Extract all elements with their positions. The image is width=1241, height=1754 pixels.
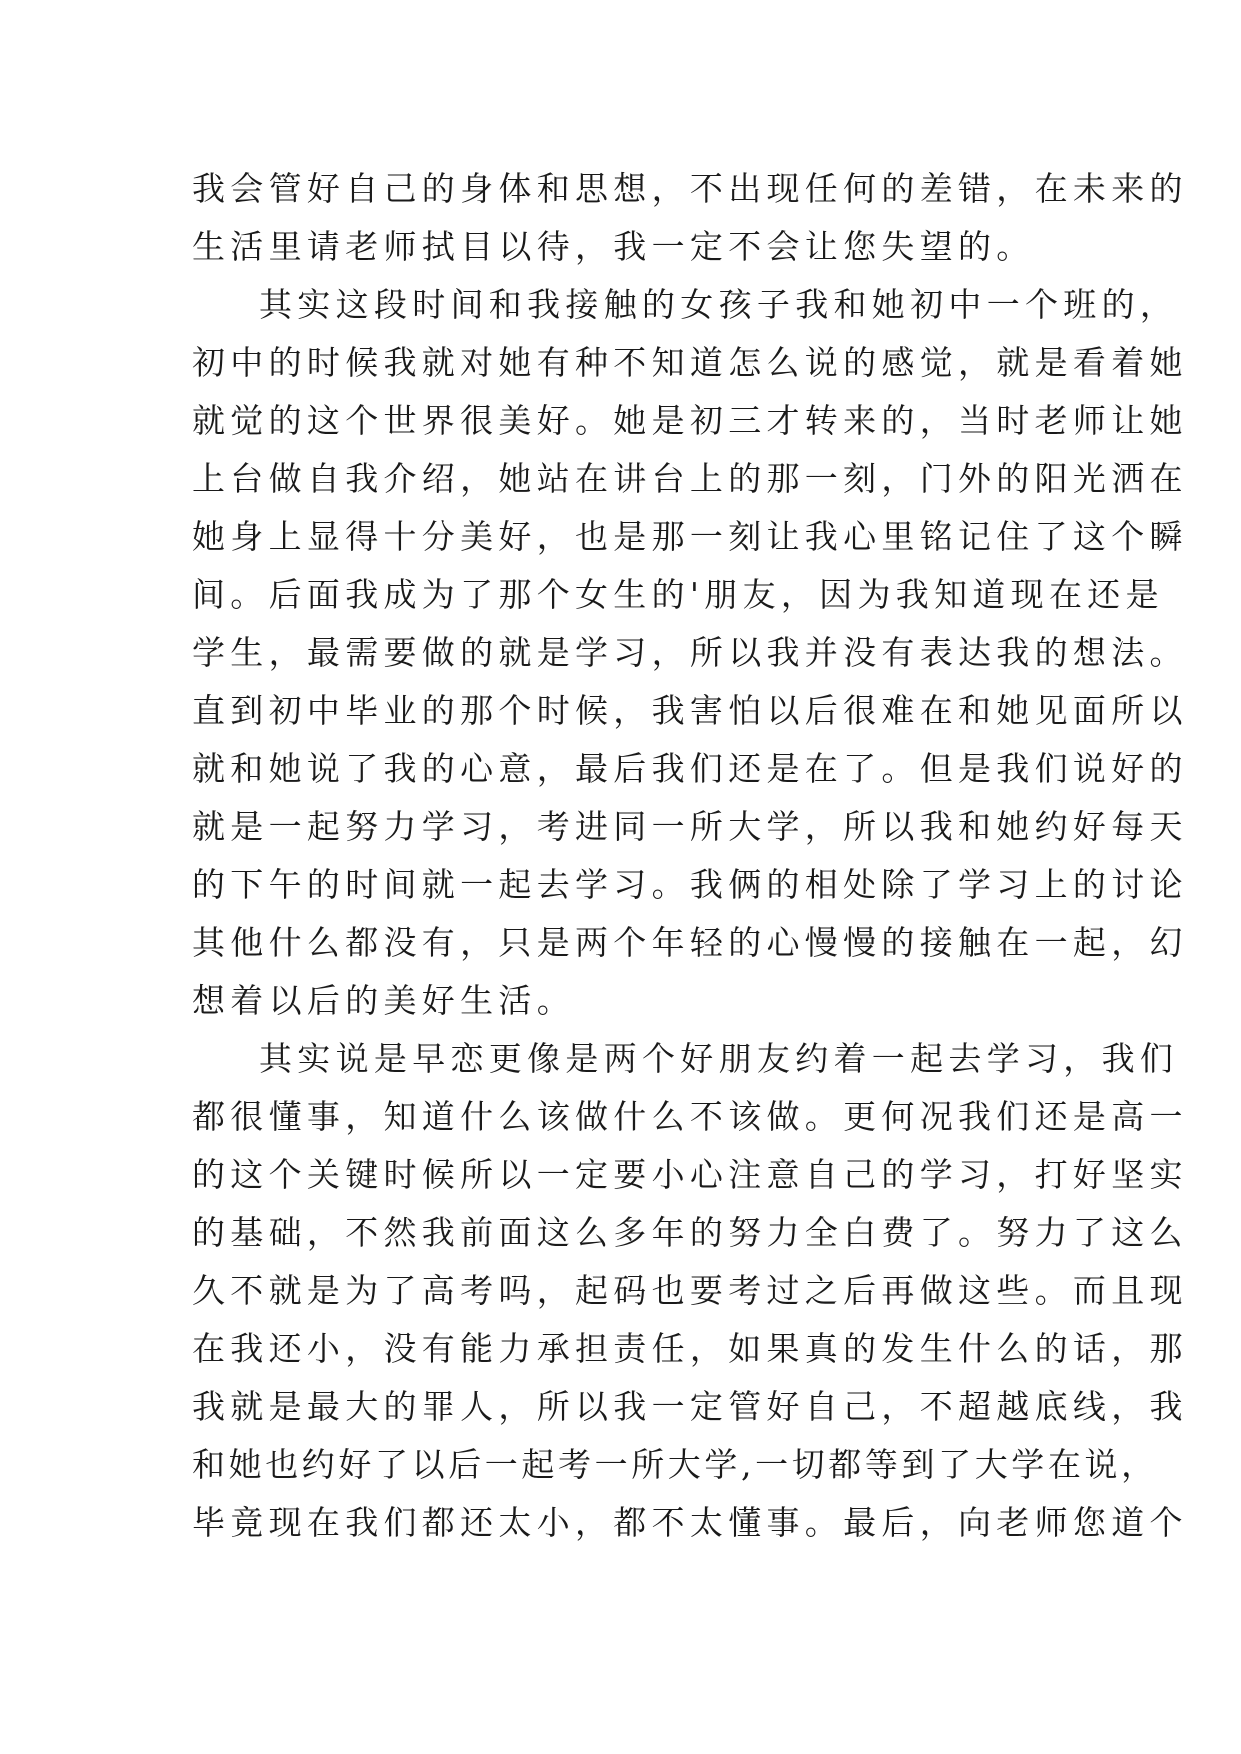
text-line: 其他什么都没有，只是两个年轻的心慢慢的接触在一起，幻 bbox=[192, 923, 1188, 962]
text-line: 的下午的时间就一起去学习。我俩的相处除了学习上的讨论 bbox=[192, 865, 1188, 904]
text-line: 生活里请老师拭目以待，我一定不会让您失望的。 bbox=[192, 227, 1035, 266]
text-line: 就和她说了我的心意，最后我们还是在了。但是我们说好的 bbox=[192, 749, 1188, 788]
text-line: 想着以后的美好生活。 bbox=[192, 981, 575, 1020]
paragraph-start-line: 其实说是早恋更像是两个好朋友约着一起去学习，我们 bbox=[259, 1039, 1179, 1078]
text-line: 我就是最大的罪人，所以我一定管好自己，不超越底线，我 bbox=[192, 1387, 1188, 1426]
document-page bbox=[192, 160, 1188, 1552]
text-line: 直到初中毕业的那个时候，我害怕以后很难在和她见面所以 bbox=[192, 691, 1188, 730]
text-line: 就觉的这个世界很美好。她是初三才转来的，当时老师让她 bbox=[192, 401, 1188, 440]
text-line: 都很懂事，知道什么该做什么不该做。更何况我们还是高一 bbox=[192, 1097, 1188, 1136]
paragraph-start-line: 其实这段时间和我接触的女孩子我和她初中一个班的， bbox=[259, 285, 1179, 324]
text-line: 毕竟现在我们都还太小，都不太懂事。最后，向老师您道个 bbox=[192, 1503, 1188, 1542]
text-line: 初中的时候我就对她有种不知道怎么说的感觉，就是看着她 bbox=[192, 343, 1188, 382]
text-line: 就是一起努力学习，考进同一所大学，所以我和她约好每天 bbox=[192, 807, 1188, 846]
text-line: 久不就是为了高考吗，起码也要考过之后再做这些。而且现 bbox=[192, 1271, 1188, 1310]
text-line: 的基础，不然我前面这么多年的努力全白费了。努力了这么 bbox=[192, 1213, 1188, 1252]
text-line: 她身上显得十分美好，也是那一刻让我心里铭记住了这个瞬 bbox=[192, 517, 1188, 556]
text-line: 学生，最需要做的就是学习，所以我并没有表达我的想法。 bbox=[192, 633, 1188, 672]
text-line: 的这个关键时候所以一定要小心注意自己的学习，打好坚实 bbox=[192, 1155, 1188, 1194]
text-line: 我会管好自己的身体和思想，不出现任何的差错，在未来的 bbox=[192, 169, 1188, 208]
text-line: 间。后面我成为了那个女生的'朋友，因为我知道现在还是 bbox=[192, 575, 1164, 614]
text-line: 和她也约好了以后一起考一所大学,一切都等到了大学在说， bbox=[192, 1445, 1158, 1484]
text-line: 在我还小，没有能力承担责任，如果真的发生什么的话，那 bbox=[192, 1329, 1188, 1368]
text-line: 上台做自我介绍，她站在讲台上的那一刻，门外的阳光洒在 bbox=[192, 459, 1188, 498]
